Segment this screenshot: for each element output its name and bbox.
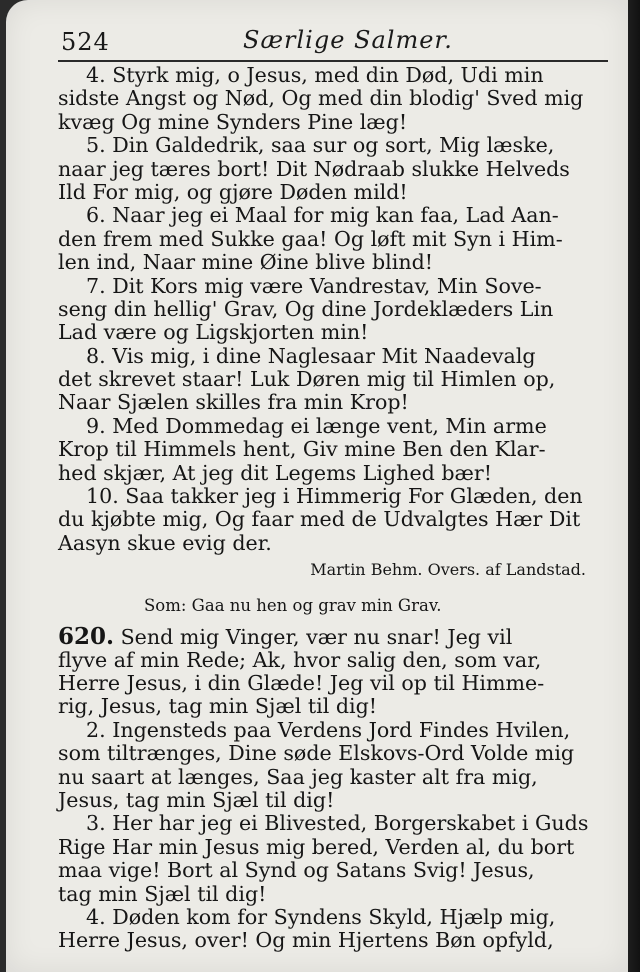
text-line: maa vige! Bort al Synd og Satans Svig! Jesus, [58, 858, 535, 883]
text-line: 5. Din Galdedrik, saa sur og sort, Mig læske, [86, 133, 555, 158]
text-line: Krop til Himmels hent, Giv mine Ben den Klar- [58, 437, 546, 462]
running-title: Særlige Salmer. [243, 26, 453, 54]
text-line: Send mig Vinger, vær nu snar! Jeg vil [114, 625, 513, 650]
text-line: naar jeg tæres bort! Dit Nødraab slukke Helveds [58, 156, 570, 181]
text-line: sidste Angst og Nød, Og med din blodig' Sved mig [58, 86, 584, 111]
text-line: 3. Her har jeg ei Blivested, Borgerskabet i Guds [86, 811, 589, 836]
text-line: 4. Døden kom for Syndens Skyld, Hjælp mig, [86, 904, 556, 929]
text-line: Lad være og Ligskjorten min! [58, 320, 369, 345]
text-line: det skrevet staar! Luk Døren mig til Himlen op, [58, 367, 556, 392]
text-line: 7. Dit Kors mig være Vandrestav, Min Sove- [86, 273, 542, 298]
author-attribution: Martin Behm. Overs. af Landstad. [310, 560, 586, 580]
text-line: rig, Jesus, tag min Sjæl til dig! [58, 694, 378, 719]
text-line: 4. Styrk mig, o Jesus, med din Død, Udi min [86, 63, 544, 87]
melody-note: Som: Gaa nu hen og grav min Grav. [144, 596, 442, 616]
text-line: seng din hellig' Grav, Og dine Jordeklæders Lin [58, 296, 554, 321]
book-page [6, 0, 628, 972]
text-line: Herre Jesus, over! Og min Hjertens Bøn opfyld, [58, 928, 554, 953]
text-line: den frem med Sukke gaa! Og løft mit Syn i Him- [58, 226, 563, 251]
hymn-first-line [58, 623, 608, 651]
text-line: len ind, Naar mine Øine blive blind! [58, 250, 434, 275]
text-line: som tiltrænges, Dine søde Elskovs-Ord Volde mig [58, 741, 575, 766]
page-number: 524 [61, 28, 110, 56]
text-line: hed skjær, At jeg dit Legems Lighed bær! [58, 460, 493, 485]
text-line: Herre Jesus, i din Glæde! Jeg vil op til Himme- [58, 670, 545, 695]
hymn-620-text [58, 625, 608, 952]
text-line: 8. Vis mig, i dine Naglesaar Mit Naadevalg [86, 343, 536, 368]
text-line: Ild For mig, og gjøre Døden mild! [58, 179, 408, 204]
text-line: 6. Naar jeg ei Maal for mig kan faa, Lad Aan- [86, 203, 559, 228]
page-content [58, 64, 608, 953]
text-line: flyve af min Rede; Ak, hvor salig den, som var, [58, 647, 542, 672]
text-line: 2. Ingensteds paa Verdens Jord Findes Hvilen, [86, 717, 571, 742]
text-line: Aasyn skue evig der. [58, 530, 272, 555]
text-line: kvæg Og mine Synders Pine læg! [58, 109, 408, 134]
text-line: 10. Saa takker jeg i Himmerig For Glæden, den [86, 484, 583, 509]
hymn-number: 620. [58, 623, 115, 651]
text-line: nu saart at længes, Saa jeg kaster alt fra mig, [58, 764, 538, 789]
hymn-619-text [58, 64, 608, 555]
text-line: tag min Sjæl til dig! [58, 881, 267, 906]
header-rule [58, 60, 608, 62]
running-head [61, 26, 609, 60]
page-edge-shadow [628, 0, 640, 972]
text-line: Jesus, tag min Sjæl til dig! [58, 787, 335, 812]
text-line: Naar Sjælen skilles fra min Krop! [58, 390, 409, 415]
text-line: Rige Har min Jesus mig bered, Verden al, du bort [58, 834, 575, 859]
text-line: 9. Med Dommedag ei længe vent, Min arme [86, 413, 547, 438]
text-line: du kjøbte mig, Og faar med de Udvalgtes Hær Dit [58, 507, 581, 532]
